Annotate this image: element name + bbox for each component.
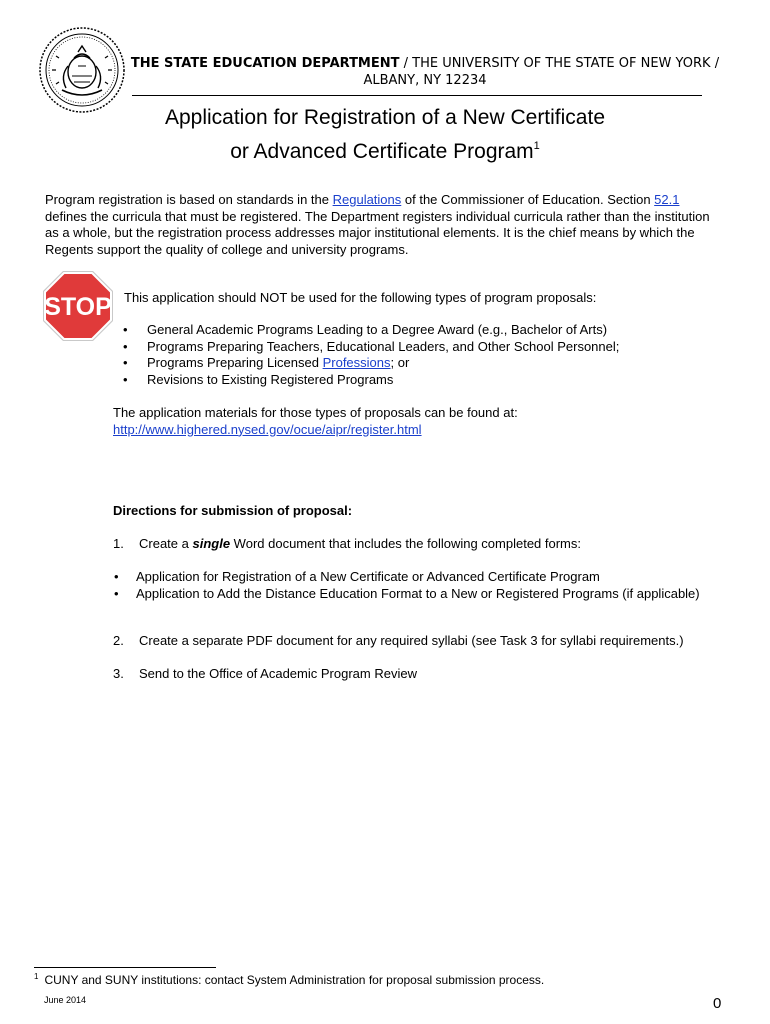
list-item: • Application to Add the Distance Education Format to a New or Registered Programs (if applicable): [113, 586, 713, 603]
required-forms-list: [113, 569, 713, 602]
regulations-link[interactable]: Regulations: [332, 192, 402, 207]
list-item: • Application for Registration of a New Certificate or Advanced Certificate Program: [113, 569, 713, 586]
footer-date: June 2014: [44, 995, 87, 1005]
page-number: 0: [713, 995, 722, 1012]
list-item: • Programs Preparing Teachers, Educational Leaders, and Other School Personnel;: [120, 339, 720, 356]
header-divider: [132, 95, 702, 96]
department-header: THE STATE EDUCATION DEPARTMENT / THE UNIVERSITY OF THE STATE OF NEW YORK / ALBANY, NY 12234: [130, 56, 720, 88]
page-title: [100, 104, 670, 166]
footnote-divider: [34, 967, 216, 968]
list-item: • General Academic Programs Leading to a Degree Award (e.g., Bachelor of Arts): [120, 322, 720, 339]
list-item: • Programs Preparing Licensed Professions; or: [120, 355, 720, 372]
section-52-1-link[interactable]: 52.1: [654, 192, 680, 207]
title-line-1: Application for Registration of a New Certificate: [164, 106, 606, 129]
intro-paragraph: Program registration is based on standards in the Regulations of the Commissioner of Education. Section 52.1 defines the curricula that must be registered. The Department registers individual curricula rather than the institution as a whole, but the registration process addresses major institutional elements. It is the chief means by which the Regents support the quality of college and university programs.: [45, 192, 710, 257]
title-footnote-mark: 1: [533, 140, 540, 152]
professions-link[interactable]: Professions: [322, 355, 391, 370]
state-seal-logo: [38, 26, 126, 114]
title-line-2: or Advanced Certificate Program$^1$: [230, 140, 540, 163]
directions-heading: Directions for submission of proposal:: [113, 503, 353, 518]
notice-text: This application should NOT be used for the following types of program proposals:: [124, 290, 597, 305]
footnote: $^1$ CUNY and SUNY institutions: contact System Administration for proposal submission process.: [34, 972, 545, 987]
register-url-link[interactable]: http://www.highered.nysed.gov/ocue/aipr/register.html: [113, 421, 422, 437]
materials-paragraph: The application materials for those types of proposals can be found at: http://www.highered.nysed.gov/ocue/aipr/register.html: [113, 405, 518, 437]
excluded-program-list: [120, 322, 720, 388]
list-item: • Revisions to Existing Registered Programs: [120, 372, 720, 389]
stop-sign-text: STOP: [44, 293, 112, 321]
stop-sign-icon: [42, 270, 114, 342]
